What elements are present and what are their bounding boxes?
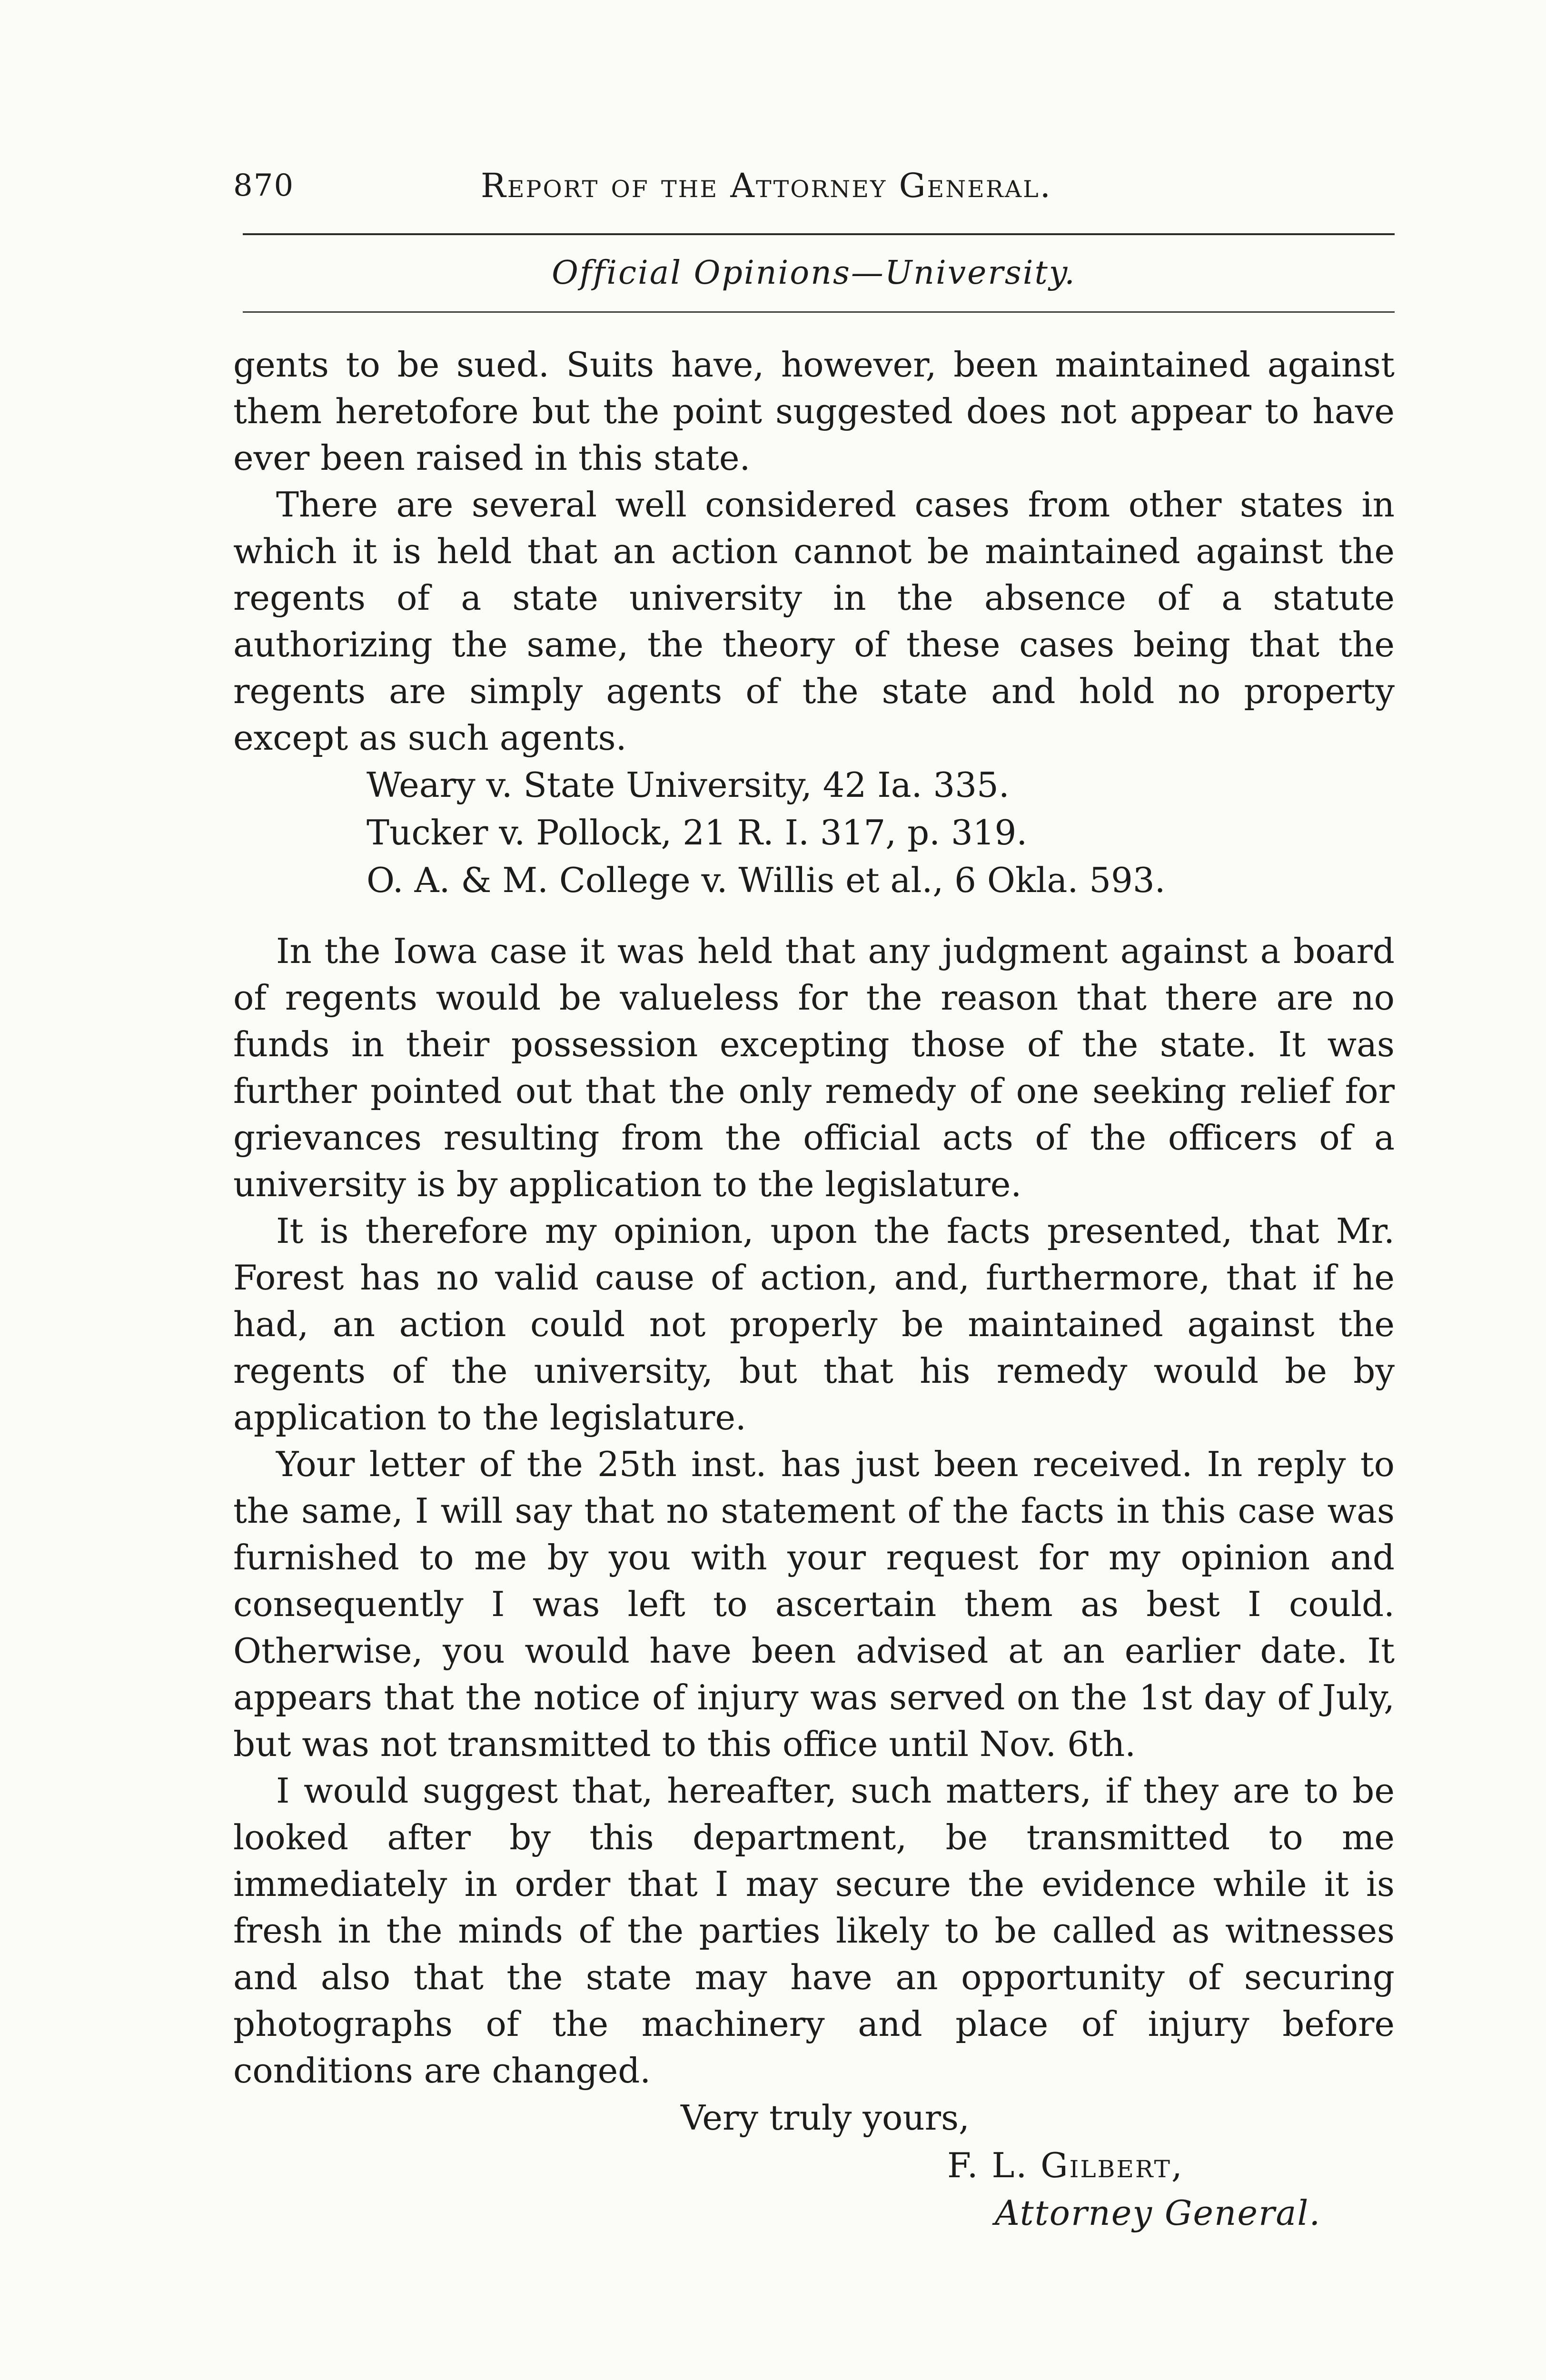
citation-item: Weary v. State University, 42 Ia. 335. xyxy=(367,765,1010,805)
spacer xyxy=(233,904,1395,928)
closing-salutation: Very truly yours, xyxy=(681,2098,970,2138)
paragraph-letter-reply: Your letter of the 25th inst. has just been received. In reply to the same, I will say that no statement of the facts in this case was furnished to me by you with your request for my opinion and consequently I was left to ascertain them as best I could. Otherwise, you would have been advised at an earlier date. It appears that the notice of injury was served on the 1st day of July, but was not transmitted to this office until Nov. 6th. xyxy=(233,1444,1395,1764)
body-text xyxy=(233,341,1395,761)
document-page xyxy=(233,157,1395,2347)
paragraph-continuation: gents to be sued. Suits have, however, been maintained against them heretofore but the point suggested does not appear to have ever been raised in this state. xyxy=(233,345,1395,478)
paragraph-iowa-case: In the Iowa case it was held that any judgment against a board of regents would be valueless for the reason that there are no funds in their possession excepting those of the state. It was further pointed out that the only remedy of one seeking relief for grievances resulting from the official acts of the officers of a university is by application to the legislature. xyxy=(233,931,1395,1204)
signer-title: Attorney General. xyxy=(995,2193,1321,2233)
running-head: Report of the Attorney General. xyxy=(481,166,1052,205)
section-title: Official Opinions—University. xyxy=(552,254,1076,292)
paragraph-suggestion: I would suggest that, hereafter, such matters, if they are to be looked after by this department, be transmitted to me immediately in order that I may secure the evidence while it is fresh in the minds of the parties likely to be called as witnesses and also that the state may have an opportunity of securing photographs of the machinery and place of injury before conditions are changed. xyxy=(233,1771,1395,2091)
case-citations xyxy=(367,761,1395,904)
page-number: 870 xyxy=(233,168,295,203)
paragraph-other-states: There are several well considered cases from other states in which it is held that an action cannot be maintained against the regents of a state university in the absence of a statute authorizing the same, the theory of these cases being that the regents are simply agents of the state and hold no property except as such agents. xyxy=(233,485,1395,758)
signer-name: F. L. Gilbert, xyxy=(947,2145,1184,2185)
paragraph-opinion: It is therefore my opinion, upon the facts presented, that Mr. Forest has no valid cause of action, and, furthermore, that if he had, an action could not properly be maintained against the regents of the university, but that his remedy would be by application to the legislature. xyxy=(233,1211,1395,1438)
page-header xyxy=(233,157,1395,214)
closing-block xyxy=(233,2094,1395,2246)
body-text-continued xyxy=(233,928,1395,2094)
header-rule-bottom xyxy=(243,311,1395,313)
citation-item: Tucker v. Pollock, 21 R. I. 317, p. 319. xyxy=(367,813,1028,853)
citation-item: O. A. & M. College v. Willis et al., 6 Okla. 593. xyxy=(367,860,1166,900)
